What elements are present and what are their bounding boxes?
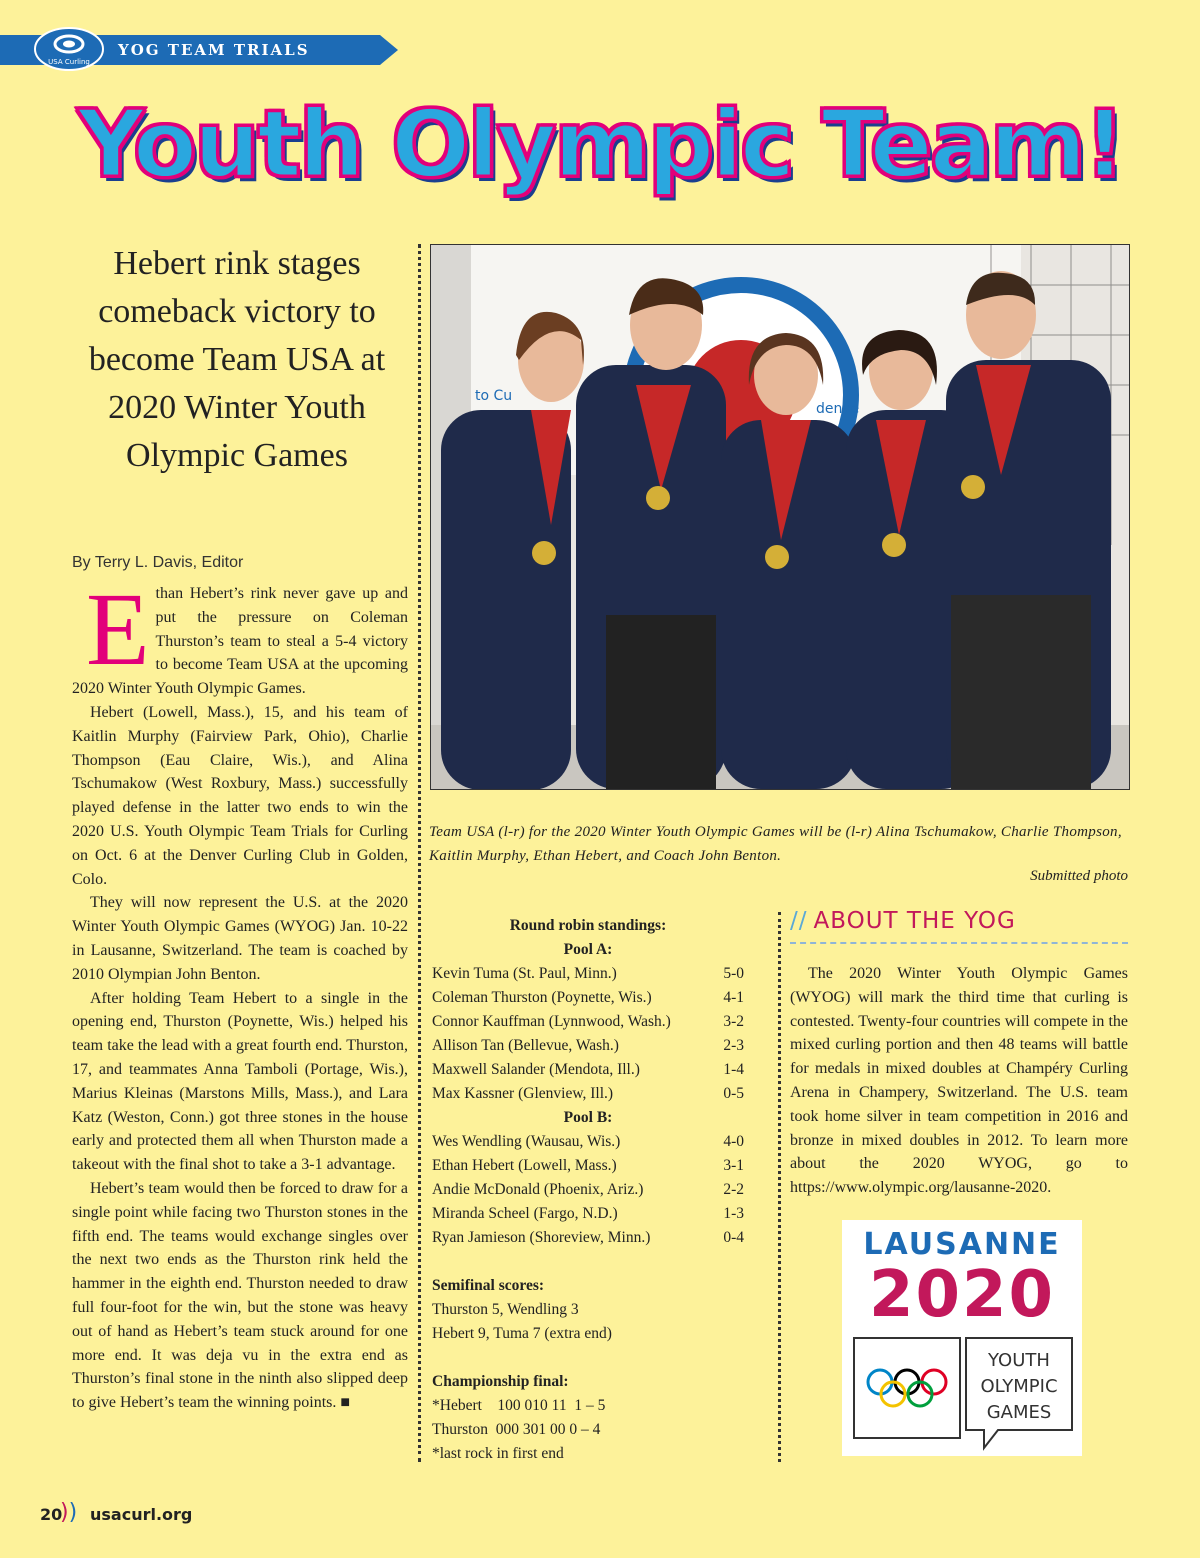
standings-box bbox=[432, 914, 744, 1466]
standings-team: Ryan Jamieson (Shoreview, Minn.) bbox=[432, 1229, 651, 1246]
standings-row bbox=[432, 1082, 744, 1106]
standings-team: Ethan Hebert (Lowell, Mass.) bbox=[432, 1157, 617, 1174]
standings-record: 4-0 bbox=[723, 1133, 744, 1150]
standings-record: 0-4 bbox=[723, 1229, 744, 1246]
svg-text:LAUSANNE: LAUSANNE bbox=[863, 1227, 1061, 1262]
standings-record: 2-2 bbox=[723, 1181, 744, 1198]
section-label: YOG TEAM TRIALS bbox=[118, 41, 310, 59]
standings-row bbox=[432, 1010, 744, 1034]
standings-row bbox=[432, 1130, 744, 1154]
final-line: *last rock in first end bbox=[432, 1445, 564, 1462]
standings-record: 3-1 bbox=[723, 1157, 744, 1174]
standings-team: Allison Tan (Bellevue, Wash.) bbox=[432, 1037, 619, 1054]
svg-text:2020: 2020 bbox=[868, 1258, 1056, 1332]
standings-record: 4-1 bbox=[723, 989, 744, 1006]
about-divider bbox=[790, 942, 1128, 944]
final-line: Thurston 000 301 00 0 – 4 bbox=[432, 1421, 601, 1438]
standings-team: Andie McDonald (Phoenix, Ariz.) bbox=[432, 1181, 644, 1198]
svg-text:YOUTH: YOUTH bbox=[988, 1350, 1050, 1371]
page-number: 20 bbox=[40, 1505, 63, 1524]
standings-record: 1-4 bbox=[723, 1061, 744, 1078]
pool-b-label: Pool B: bbox=[563, 1109, 613, 1126]
byline: By Terry L. Davis, Editor bbox=[72, 554, 244, 571]
svg-text:USA Curling: USA Curling bbox=[48, 58, 90, 66]
svg-text:to Cu: to Cu bbox=[475, 388, 513, 404]
svg-text:OLYMPIC: OLYMPIC bbox=[980, 1376, 1058, 1397]
standings-team: Connor Kauffman (Lynnwood, Wash.) bbox=[432, 1013, 671, 1030]
article-paragraph: Hebert (Lowell, Mass.), 15, and his team of Kaitlin Murphy (Fairview Park, Ohio), Charlie Thompson (Eau Claire, Wis.), and Alina Tschumakow (West Roxbury, Mass.) successfully played defense in the latter two ends to win the 2020 U.S. Youth Olympic Team Trials for Curling on Oct. 6 at the Denver Curling Club in Golden, Colo. bbox=[72, 703, 408, 888]
standings-team: Wes Wendling (Wausau, Wis.) bbox=[432, 1133, 621, 1150]
standings-row bbox=[432, 1202, 744, 1226]
column-divider bbox=[778, 912, 781, 1462]
photo-caption: Team USA (l-r) for the 2020 Winter Youth Olympic Games will be (l-r) Alina Tschumakow, Charlie Thompson, Kaitlin Murphy, Ethan Hebert, and Coach John Benton. bbox=[429, 824, 1122, 864]
standings-row bbox=[432, 986, 744, 1010]
pool-b-list bbox=[432, 1130, 744, 1250]
standings-record: 2-3 bbox=[723, 1037, 744, 1054]
standings-record: 1-3 bbox=[723, 1205, 744, 1222]
column-divider bbox=[418, 244, 421, 1462]
footer-site: usacurl.org bbox=[90, 1505, 193, 1524]
photo-credit: Submitted photo bbox=[1030, 868, 1128, 884]
svg-text:denve: denve bbox=[816, 401, 860, 417]
standings-record: 0-5 bbox=[723, 1085, 744, 1102]
standings-row bbox=[432, 1178, 744, 1202]
final-label: Championship final: bbox=[432, 1373, 569, 1390]
team-photo bbox=[430, 244, 1130, 790]
article-paragraph: They will now represent the U.S. at the 2020 Winter Youth Olympic Games (WYOG) Jan. 10-22 in Lausanne, Switzerland. The team is coached by 2010 Olympian John Benton. bbox=[72, 894, 408, 983]
standings-team: Coleman Thurston (Poynette, Wis.) bbox=[432, 989, 652, 1006]
standings-title: Round robin standings: bbox=[509, 917, 667, 934]
standings-team: Max Kassner (Glenview, Ill.) bbox=[432, 1085, 614, 1102]
standings-row bbox=[432, 1226, 744, 1250]
standings-team: Miranda Scheel (Fargo, N.D.) bbox=[432, 1205, 618, 1222]
article-paragraph: Hebert’s team would then be forced to draw for a single point while facing two Thurston stones in the fifth end. The teams would exchange singles over the next two ends as the Thurston rink held the hammer in the eighth end. Thurston needed to draw full four-foot for the win, but the stone was heavy out of hand as Hebert’s team stuck around for one more end. It was deja vu in the extra end as Thurston’s final stone in the ninth also slipped deep to give Hebert’s team the winning points. ■ bbox=[72, 1179, 408, 1412]
semis-line: Hebert 9, Tuma 7 (extra end) bbox=[432, 1325, 612, 1342]
about-body: The 2020 Winter Youth Olympic Games (WYOG) will mark the third time that curling is contested. Twenty-four countries will compete in the mixed curling portion and then 48 teams will battle for medals in mixed doubles at Champéry Curling Arena in Champery, Switzerland. The U.S. team took home silver in team competition in 2016 and bronze in mixed doubles in 2012. To learn more about the 2020 WYOG, go to https://www.olympic.org/lausanne-2020. bbox=[790, 965, 1128, 1197]
pool-a-label: Pool A: bbox=[563, 941, 613, 958]
article-paragraph: After holding Team Hebert to a single in the opening end, Thurston (Poynette, Wis.) helped his team take the lead with a great fourth end. Thurston, 17, and teammates Anna Tamboli (Portage, Wis.), Marius Kleinas (Marstons Mills, Mass.), and Lara Katz (Weston, Conn.) got three stones in the house early and protected them all when Thurston made a takeout with the final shot to take a 3-1 advantage. bbox=[72, 989, 408, 1174]
standings-record: 5-0 bbox=[723, 965, 744, 982]
final-line: *Hebert 100 010 11 1 – 5 bbox=[432, 1397, 606, 1414]
standings-row bbox=[432, 1154, 744, 1178]
deck: Hebert rink stages comeback victory to become Team USA at 2020 Winter Youth Olympic Games bbox=[88, 245, 386, 474]
drop-cap: E bbox=[86, 572, 150, 687]
semis-line: Thurston 5, Wendling 3 bbox=[432, 1301, 579, 1318]
standings-row bbox=[432, 1034, 744, 1058]
about-title: // ABOUT THE YOG bbox=[790, 908, 1016, 934]
standings-row bbox=[432, 1058, 744, 1082]
lausanne-2020-logo bbox=[842, 1220, 1082, 1456]
standings-team: Maxwell Salander (Mendota, Ill.) bbox=[432, 1061, 640, 1078]
footer-parens: )) bbox=[60, 1500, 78, 1525]
article-paragraph: Ethan Hebert’s rink never gave up and put the pressure on Coleman Thurston’s team to steal a 5-4 victory to become Team USA at the upcoming 2020 Winter Youth Olympic Games. bbox=[72, 572, 408, 698]
headline: Youth Olympic Team! bbox=[77, 90, 1123, 198]
semis-label: Semifinal scores: bbox=[432, 1277, 545, 1294]
pool-a-list bbox=[432, 962, 744, 1106]
standings-row bbox=[432, 962, 744, 986]
usa-curling-logo bbox=[33, 26, 105, 72]
article-body bbox=[72, 572, 408, 1415]
svg-text:GAMES: GAMES bbox=[986, 1402, 1052, 1423]
standings-record: 3-2 bbox=[723, 1013, 744, 1030]
standings-team: Kevin Tuma (St. Paul, Minn.) bbox=[432, 965, 617, 982]
